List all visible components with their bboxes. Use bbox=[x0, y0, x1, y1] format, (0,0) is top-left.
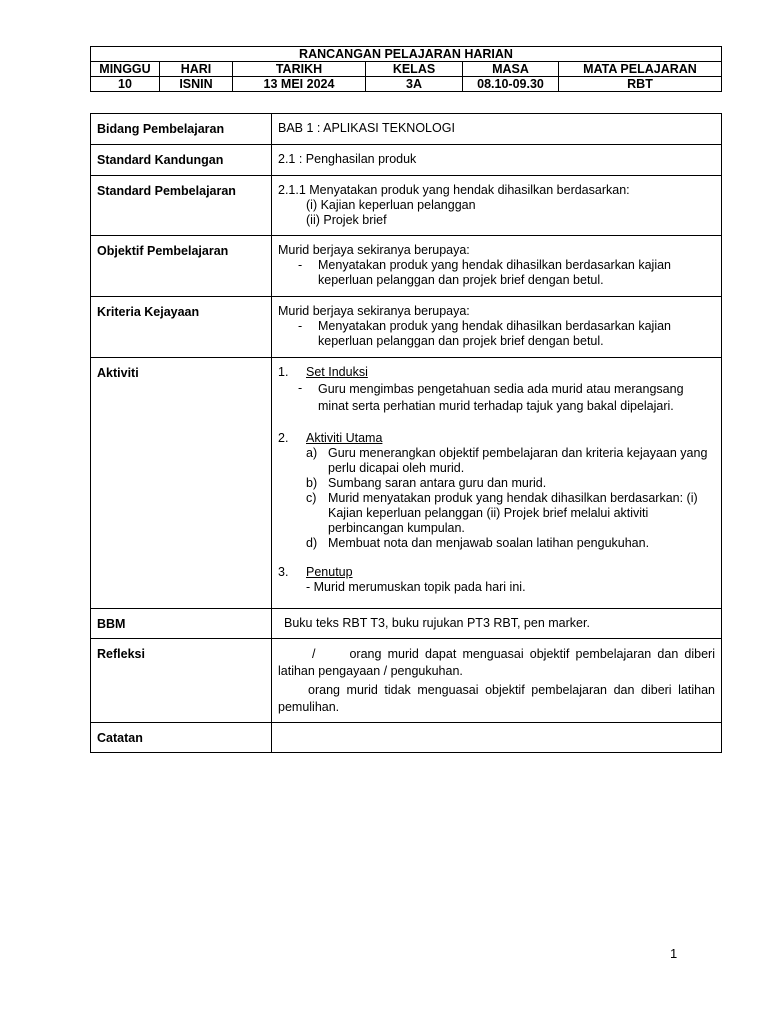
val-masa: 08.10-09.30 bbox=[463, 77, 559, 92]
page-number: 1 bbox=[670, 946, 678, 961]
value-bbm: Buku teks RBT T3, buku rujukan PT3 RBT, pen marker. bbox=[272, 609, 722, 639]
aktiviti-utama-title: Aktiviti Utama bbox=[306, 431, 383, 445]
refleksi-text-2: orang murid tidak menguasai objektif pembelajaran dan diberi latihan pemulihan. bbox=[278, 683, 715, 714]
objektif-text: Menyatakan produk yang hendak dihasilkan berdasarkan kajian keperluan pelanggan dan projek brief dengan betul. bbox=[318, 258, 672, 287]
kriteria-intro: Murid berjaya sekiranya berupaya: bbox=[278, 304, 470, 318]
value-kandungan: 2.1 : Penghasilan produk bbox=[272, 145, 722, 176]
row-kriteria bbox=[91, 297, 722, 358]
label-objektif: Objektif Pembelajaran bbox=[91, 236, 272, 297]
value-kriteria bbox=[272, 297, 722, 358]
header-values bbox=[91, 77, 722, 92]
kriteria-text: Menyatakan produk yang hendak dihasilkan berdasarkan kajian keperluan pelanggan dan projek brief dengan betul. bbox=[318, 319, 672, 348]
penutup-heading bbox=[278, 565, 715, 580]
value-refleksi bbox=[272, 639, 722, 723]
kriteria-item bbox=[278, 319, 715, 349]
col-tarikh: TARIKH bbox=[233, 62, 366, 77]
penutup-text: - Murid merumuskan topik pada hari ini. bbox=[306, 580, 526, 594]
value-bidang: BAB 1 : APLIKASI TEKNOLOGI bbox=[272, 114, 722, 145]
value-standard-pembelajaran bbox=[272, 176, 722, 236]
aktiviti-utama-item-c: c) Murid menyatakan produk yang hendak dihasilkan berdasarkan: (i) Kajian keperluan pelanggan (ii) Projek brief melalui aktiviti perbincangan kumpulan. bbox=[306, 491, 698, 535]
lesson-plan-table bbox=[90, 113, 722, 753]
penutup-title: Penutup bbox=[306, 565, 353, 579]
objektif-item bbox=[278, 258, 715, 288]
aktiviti-utama-item-a: a) Guru menerangkan objektif pembelajaran dan kriteria kejayaan yang perlu dicapai oleh murid. bbox=[306, 446, 708, 475]
row-refleksi bbox=[91, 639, 722, 723]
row-bbm bbox=[91, 609, 722, 639]
objektif-intro: Murid berjaya sekiranya berupaya: bbox=[278, 243, 470, 257]
val-hari: ISNIN bbox=[160, 77, 233, 92]
row-kandungan bbox=[91, 145, 722, 176]
set-induksi-title: Set Induksi bbox=[306, 365, 368, 379]
step-number: 2. bbox=[278, 431, 289, 445]
row-standard-pembelajaran bbox=[91, 176, 722, 236]
aktiviti-utama-item-b: b) Sumbang saran antara guru dan murid. bbox=[306, 476, 547, 490]
dash-marker: - bbox=[298, 258, 303, 272]
label-bbm: BBM bbox=[91, 609, 272, 639]
val-minggu: 10 bbox=[91, 77, 160, 92]
row-objektif bbox=[91, 236, 722, 297]
col-masa: MASA bbox=[463, 62, 559, 77]
col-minggu: MINGGU bbox=[91, 62, 160, 77]
row-bidang bbox=[91, 114, 722, 145]
header-columns bbox=[91, 62, 722, 77]
refleksi-para-1 bbox=[278, 646, 715, 680]
val-tarikh: 13 MEI 2024 bbox=[233, 77, 366, 92]
label-standard-pembelajaran: Standard Pembelajaran bbox=[91, 176, 272, 236]
dash-marker: - bbox=[298, 381, 303, 395]
value-catatan bbox=[272, 723, 722, 753]
label-kandungan: Standard Kandungan bbox=[91, 145, 272, 176]
label-bidang: Bidang Pembelajaran bbox=[91, 114, 272, 145]
row-aktiviti bbox=[91, 358, 722, 609]
value-aktiviti bbox=[272, 358, 722, 609]
refleksi-text-1: orang murid dapat menguasai objektif pembelajaran dan diberi latihan pengayaan / pengukuhan. bbox=[278, 647, 715, 678]
sp-line-1: 2.1.1 Menyatakan produk yang hendak dihasilkan berdasarkan: bbox=[278, 183, 630, 197]
sp-line-3: (ii) Projek brief bbox=[306, 213, 387, 227]
label-refleksi: Refleksi bbox=[91, 639, 272, 723]
val-kelas: 3A bbox=[366, 77, 463, 92]
refleksi-slash: / bbox=[312, 647, 316, 661]
aktiviti-utama-item-d: d) Membuat nota dan menjawab soalan latihan pengukuhan. bbox=[306, 536, 650, 550]
label-catatan: Catatan bbox=[91, 723, 272, 753]
val-mata-pelajaran: RBT bbox=[559, 77, 722, 92]
col-kelas: KELAS bbox=[366, 62, 463, 77]
header-table bbox=[90, 46, 722, 92]
step-number: 1. bbox=[278, 365, 289, 379]
label-aktiviti: Aktiviti bbox=[91, 358, 272, 609]
col-mata-pelajaran: MATA PELAJARAN bbox=[559, 62, 722, 77]
set-induksi-text: Guru mengimbas pengetahuan sedia ada murid atau merangsang minat serta perhatian murid terhadap tajuk yang bakal dipelajari. bbox=[318, 382, 684, 413]
document-title: RANCANGAN PELAJARAN HARIAN bbox=[91, 47, 722, 62]
set-induksi-item bbox=[278, 381, 715, 415]
aktiviti-utama-heading bbox=[278, 431, 715, 446]
refleksi-para-2 bbox=[278, 682, 715, 716]
dash-marker: - bbox=[298, 319, 303, 333]
row-catatan bbox=[91, 723, 722, 753]
value-objektif bbox=[272, 236, 722, 297]
label-kriteria: Kriteria Kejayaan bbox=[91, 297, 272, 358]
set-induksi-heading bbox=[278, 365, 715, 380]
col-hari: HARI bbox=[160, 62, 233, 77]
step-number: 3. bbox=[278, 565, 289, 579]
sp-line-2: (i) Kajian keperluan pelanggan bbox=[306, 198, 476, 212]
